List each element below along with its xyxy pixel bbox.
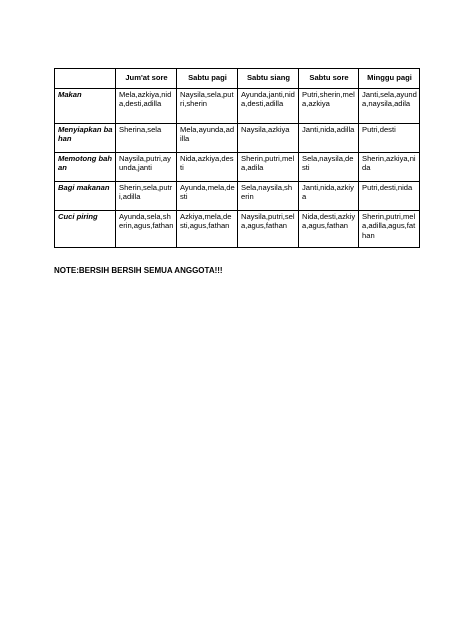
- table-cell: Ayunda,janti,nida,desti,adilla: [238, 89, 299, 124]
- row-label-menyiapkan-bahan: Menyiapkan bahan: [55, 124, 116, 153]
- table-cell: Mela,azkiya,nida,desti,adilla: [116, 89, 177, 124]
- table-cell: Putri,desti: [359, 124, 420, 153]
- table-cell: Sherin,azkiya,nida: [359, 153, 420, 182]
- header-sabtu-sore: Sabtu sore: [299, 69, 359, 89]
- table-cell: Naysila,sela,putri,sherin: [177, 89, 238, 124]
- table-cell: Naysila,putri,sela,agus,fathan: [238, 211, 299, 248]
- table-header-row: [55, 69, 420, 89]
- row-label-cuci-piring: Cuci piring: [55, 211, 116, 248]
- table-cell: Naysila,putri,ayunda,janti: [116, 153, 177, 182]
- table-row: [55, 153, 420, 182]
- table-cell: Janti,nida,adilla: [299, 124, 359, 153]
- table-cell: Azkiya,mela,desti,agus,fathan: [177, 211, 238, 248]
- table-cell: Janti,nida,azkiya: [299, 182, 359, 211]
- table-cell: Putri,desti,nida: [359, 182, 420, 211]
- table-cell: Sherin,putri,mela,adila: [238, 153, 299, 182]
- table-cell: Sela,naysila,desti: [299, 153, 359, 182]
- header-jumat-sore: Jum'at sore: [116, 69, 177, 89]
- row-label-memotong-bahan: Memotong bahan: [55, 153, 116, 182]
- schedule-table: [54, 68, 420, 248]
- header-corner-cell: [55, 69, 116, 89]
- table-cell: Ayunda,sela,sherin,agus,fathan: [116, 211, 177, 248]
- table-cell: Sela,naysila,sherin: [238, 182, 299, 211]
- table-cell: Naysila,azkiya: [238, 124, 299, 153]
- table-cell: Sherin,putri,mela,adilla,agus,fathan: [359, 211, 420, 248]
- note-text: NOTE:BERSIH BERSIH SEMUA ANGGOTA!!!: [54, 266, 223, 275]
- table-cell: Nida,azkiya,desti: [177, 153, 238, 182]
- table-row: [55, 182, 420, 211]
- row-label-makan: Makan: [55, 89, 116, 124]
- table-cell: Sherina,sela: [116, 124, 177, 153]
- table-cell: Putri,sherin,mela,azkiya: [299, 89, 359, 124]
- header-sabtu-siang: Sabtu siang: [238, 69, 299, 89]
- table-cell: Ayunda,mela,desti: [177, 182, 238, 211]
- table-row: [55, 124, 420, 153]
- row-label-bagi-makanan: Bagi makanan: [55, 182, 116, 211]
- table-row: [55, 211, 420, 248]
- table-cell: Sherin,sela,putri,adilla: [116, 182, 177, 211]
- table-cell: Janti,sela,ayunda,naysila,adila: [359, 89, 420, 124]
- header-sabtu-pagi: Sabtu pagi: [177, 69, 238, 89]
- table-cell: Mela,ayunda,adilla: [177, 124, 238, 153]
- header-minggu-pagi: Minggu pagi: [359, 69, 420, 89]
- table-row: [55, 89, 420, 124]
- table-cell: Nida,desti,azkiya,agus,fathan: [299, 211, 359, 248]
